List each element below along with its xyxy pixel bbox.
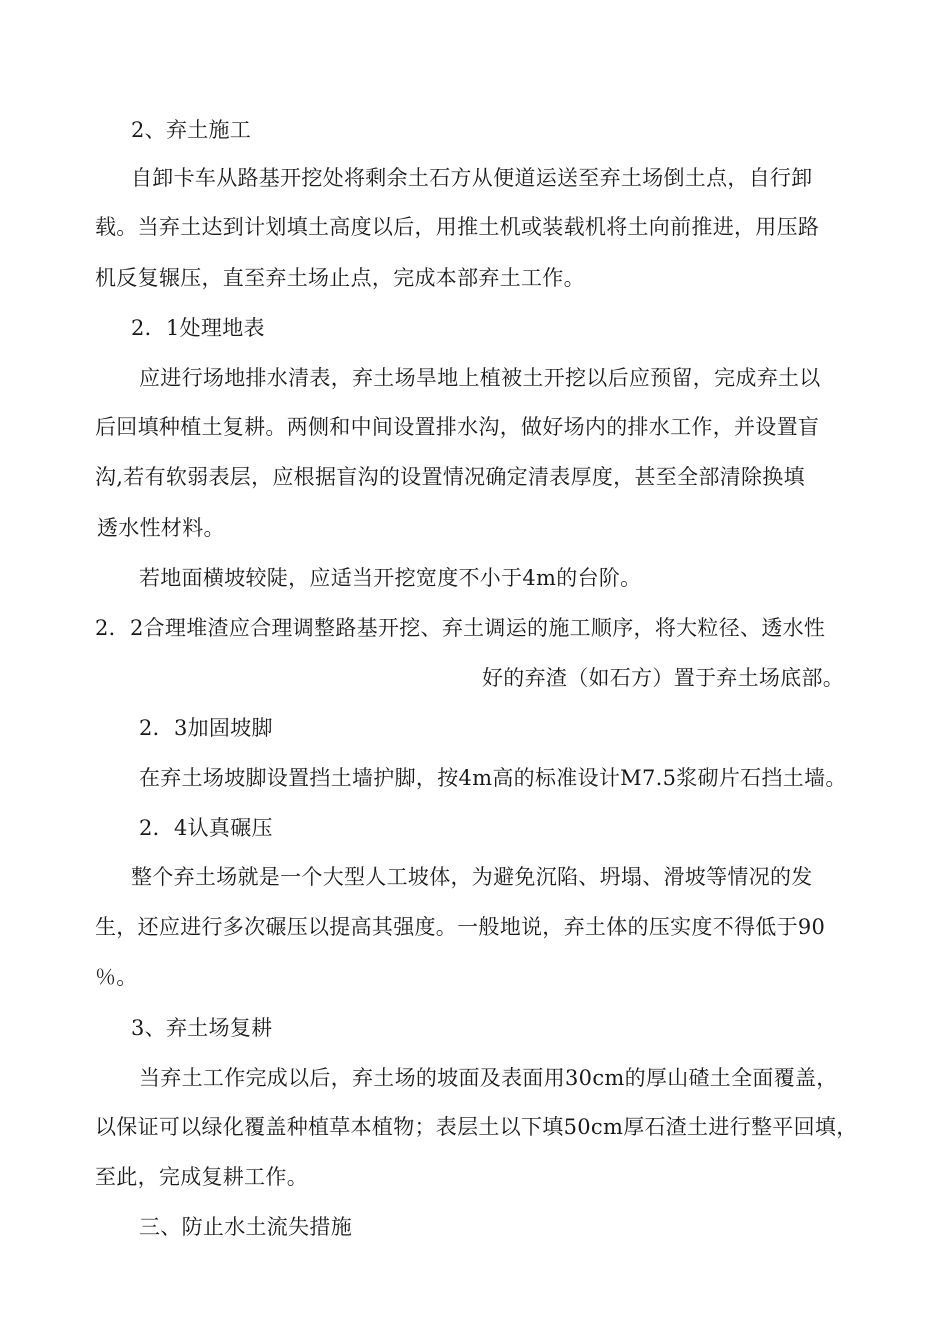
paragraph-line: 自卸卡车从路基开挖处将剩余土石方从便道运送至弃土场倒土点，自行卸 — [131, 166, 813, 190]
paragraph-line: 载。当弃土达到计划填土高度以后，用推土机或装载机将土向前推进，用压路 — [95, 215, 820, 239]
paragraph-line: 以保证可以绿化覆盖种植草本植物；表层土以下填50cm厚石渣土进行整平回填， — [95, 1115, 858, 1139]
paragraph-line: 应进行场地排水清表，弃土场旱地上植被土开挖以后应预留，完成弃土以 — [139, 366, 821, 390]
subsection-heading-2-1: 2．1处理地表 — [131, 316, 265, 340]
subsection-heading-2-2: 2．2合理堆渣应合理调整路基开挖、弃土调运的施工顺序，将大粒径、透水性 — [95, 616, 826, 640]
paragraph-line: 当弃土工作完成以后，弃土场的坡面及表面用30cm的厚山碴土全面覆盖， — [139, 1066, 838, 1090]
paragraph-line: ％。 — [95, 965, 138, 989]
paragraph-line: 好的弃渣（如石方）置于弃土场底部。 — [482, 666, 845, 690]
section-heading-2: 2、弃土施工 — [131, 118, 252, 142]
paragraph-line: 沟,若有软弱表层，应根据盲沟的设置情况确定清表厚度，甚至全部清除换填 — [95, 465, 805, 489]
paragraph-line: 透水性材料。 — [97, 516, 225, 540]
paragraph-line: 在弃土场坡脚设置挡土墙护脚，按4m高的标准设计M7.5浆砌片石挡土墙。 — [139, 766, 847, 790]
paragraph-line: 机反复辗压，直至弃土场止点，完成本部弃土工作。 — [95, 266, 585, 290]
paragraph-line: 整个弃土场就是一个大型人工坡体，为避免沉陷、坍塌、滑坡等情况的发 — [131, 865, 813, 889]
section-heading-3: 3、弃土场复耕 — [131, 1016, 273, 1040]
paragraph-line: 后回填种植土复耕。两侧和中间设置排水沟，做好场内的排水工作，并设置盲 — [95, 415, 820, 439]
paragraph-line: 生，还应进行多次碾压以提高其强度。一般地说，弃土体的压实度不得低于90 — [95, 915, 826, 939]
paragraph-line: 若地面横坡较陡，应适当开挖宽度不小于4m的台阶。 — [139, 566, 642, 590]
section-heading-three: 三、防止水土流失措施 — [139, 1215, 352, 1239]
subsection-heading-2-3: 2．3加固坡脚 — [139, 716, 273, 740]
paragraph-line: 至此，完成复耕工作。 — [95, 1165, 308, 1189]
subsection-heading-2-4: 2．4认真碾压 — [139, 816, 273, 840]
